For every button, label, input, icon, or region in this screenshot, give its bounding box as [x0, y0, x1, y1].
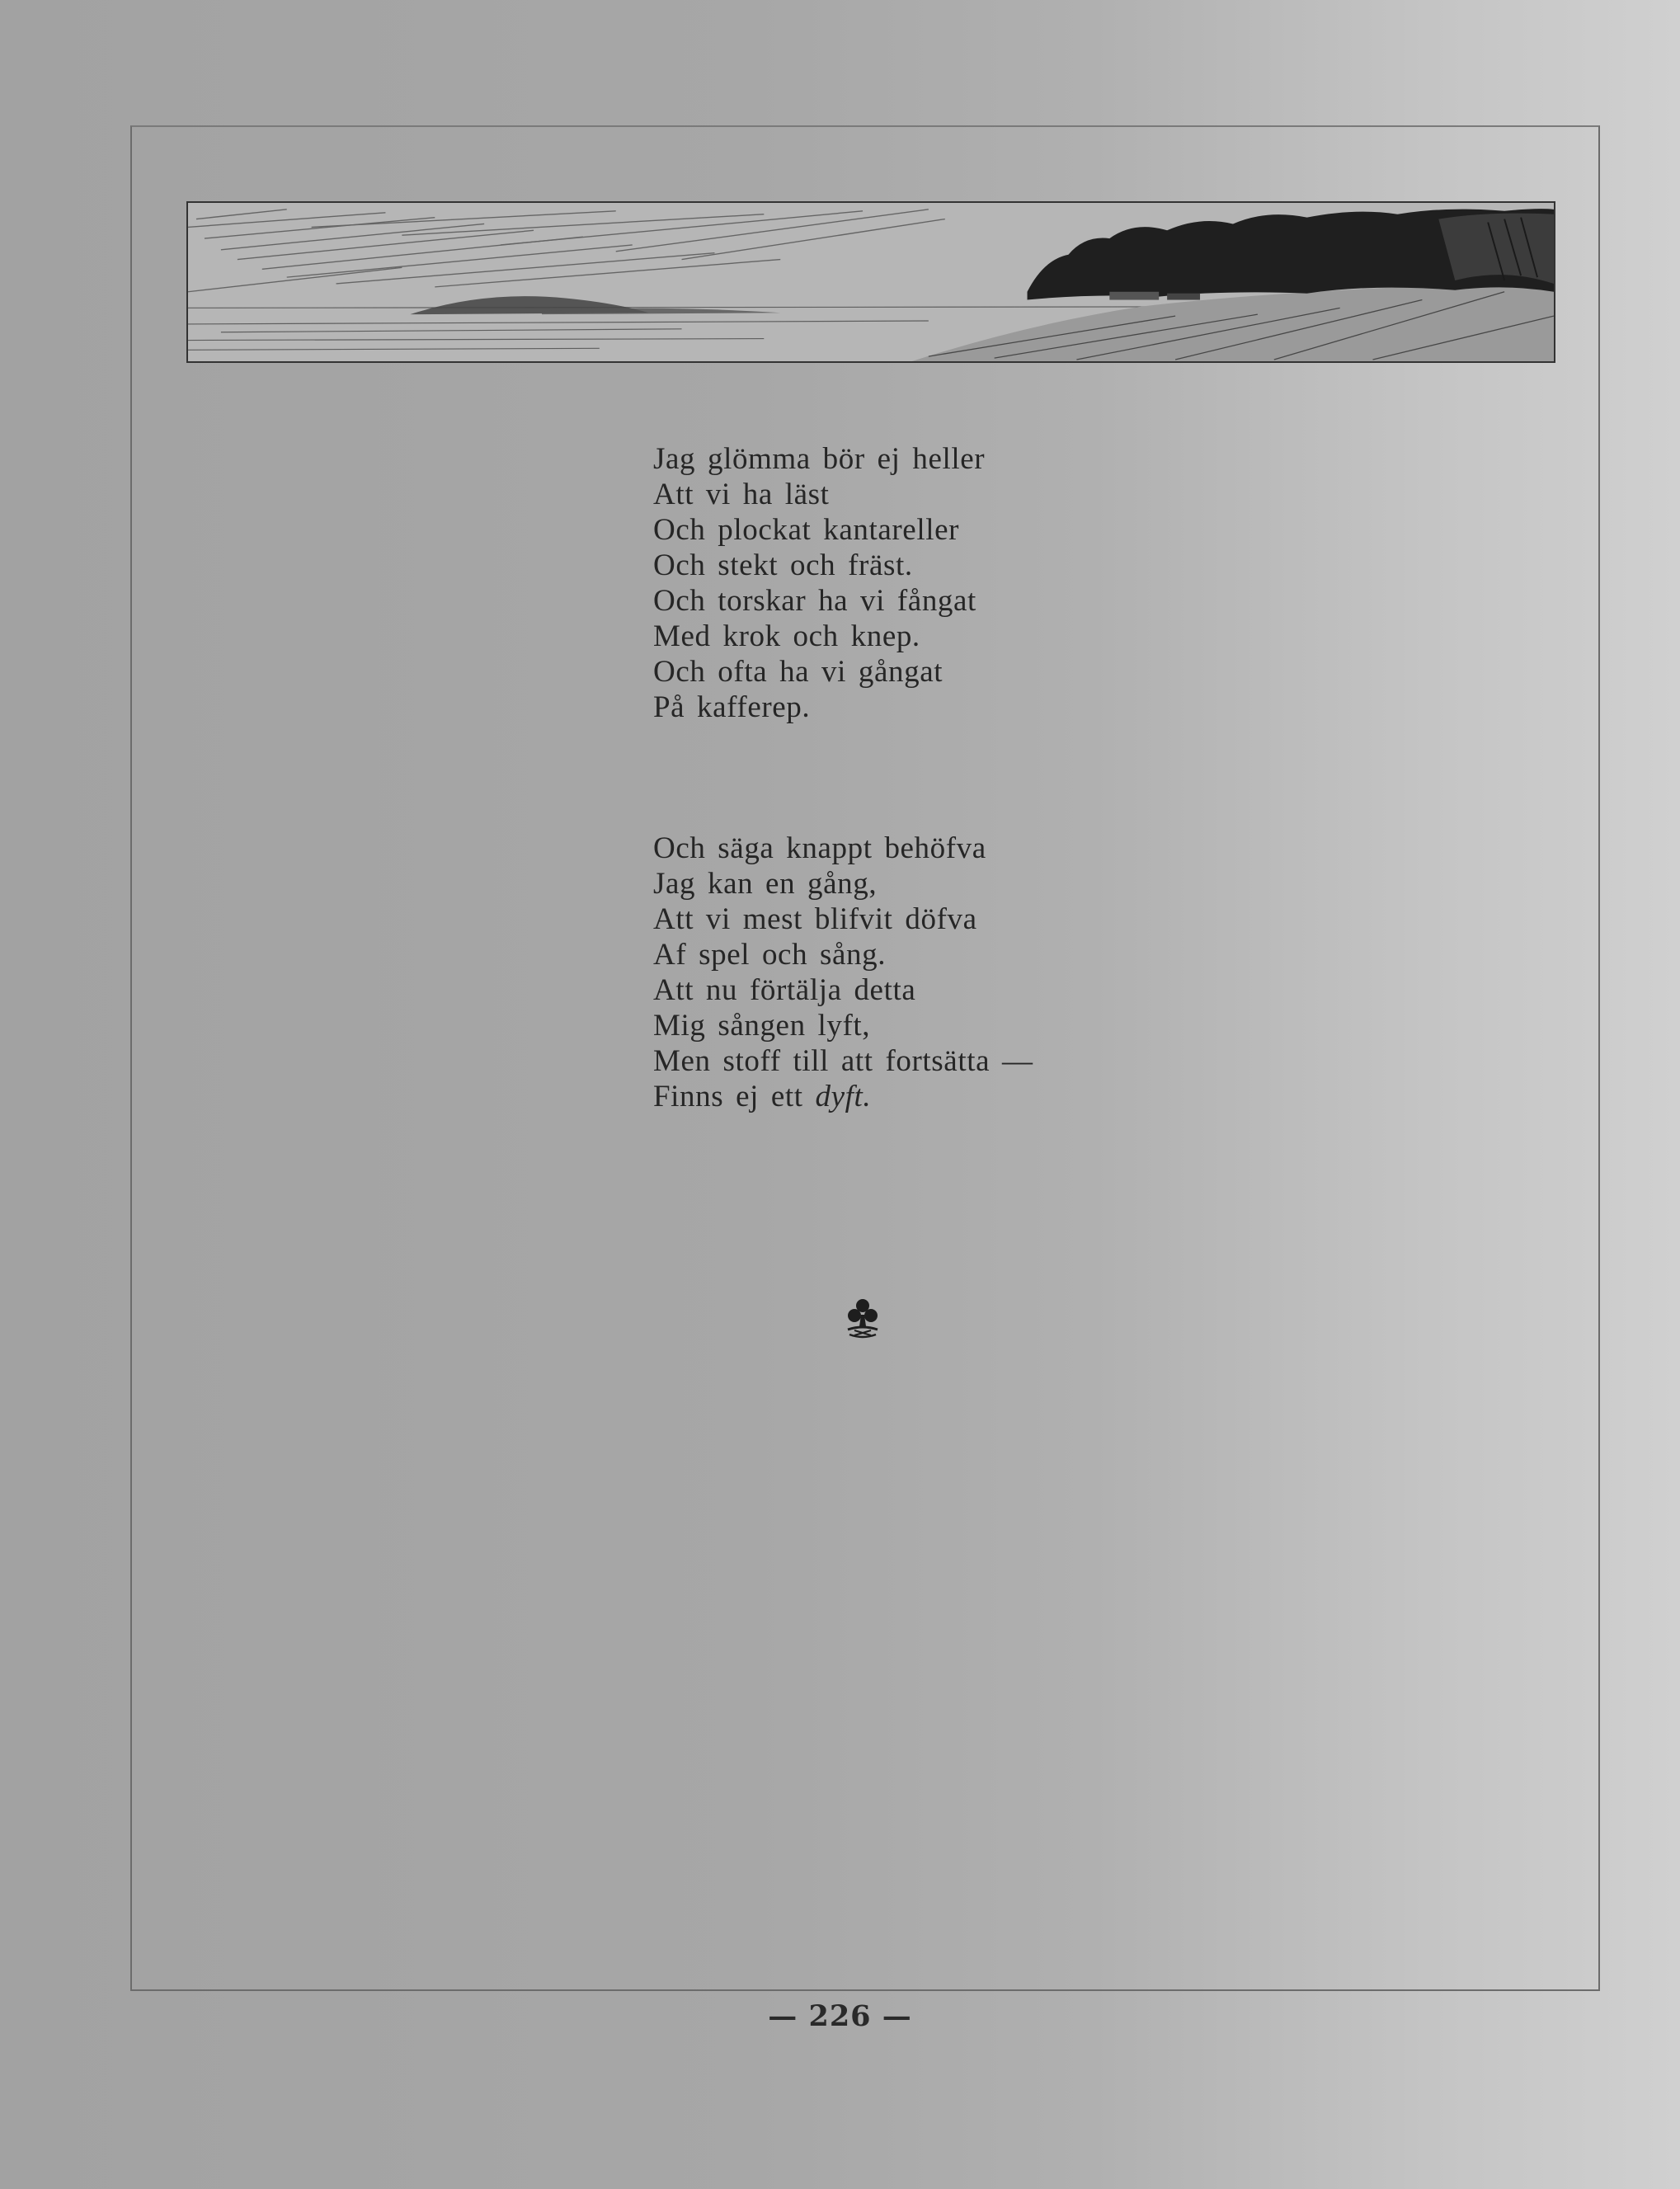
verse-line: Jag glömma bör ej heller [653, 442, 986, 476]
verse-line: Och plockat kantareller [653, 513, 960, 547]
stanza-two [653, 831, 1033, 1114]
club-ornament-icon [843, 1297, 882, 1339]
stanza-one [653, 441, 985, 725]
verse-line: Att nu förtälja detta [653, 973, 916, 1007]
coastal-landscape-sketch [188, 203, 1554, 361]
verse-line: Att vi mest blifvit döfva [653, 902, 977, 936]
verse-line: Med krok och knep. [653, 619, 920, 653]
verse-line: Jag kan en gång, [653, 867, 878, 901]
verse-line: Och ofta ha vi gångat [653, 655, 944, 689]
verse-line: Och torskar ha vi fångat [653, 584, 976, 618]
verse-line: Men stoff till att fortsätta — [653, 1044, 1033, 1078]
verse-line: Och säga knappt behöfva [653, 831, 986, 865]
verse-line-final [653, 1079, 1033, 1114]
page-number: — 226 — [768, 1999, 912, 2033]
verse-line: Att vi ha läst [653, 478, 830, 511]
verse-line: Af spel och sång. [653, 938, 887, 972]
verse-line-final-text: Finns ej ett [653, 1080, 816, 1113]
verse-line: På kafferep. [653, 690, 811, 724]
emphasized-word: dyft. [815, 1080, 872, 1113]
verse-line: Och stekt och fräst. [653, 548, 913, 582]
verse-line: Mig sången lyft, [653, 1009, 871, 1043]
landscape-illustration [186, 201, 1555, 363]
